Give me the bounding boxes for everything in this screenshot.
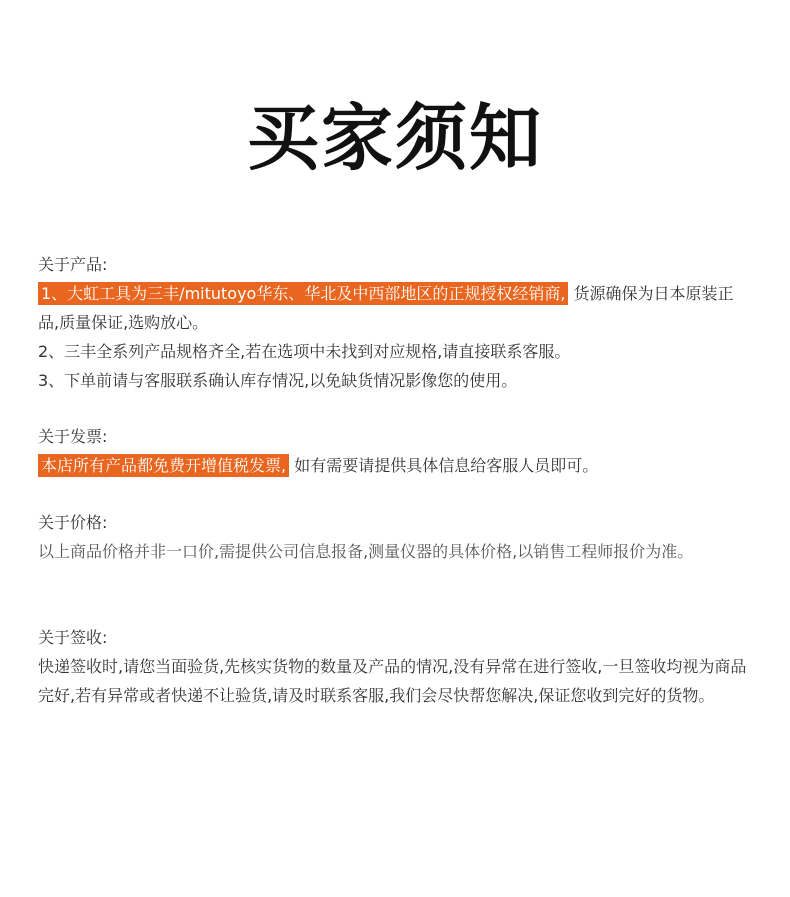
invoice-heading: 关于发票: [38,427,108,446]
page-title: 买家须知 [246,96,543,180]
product-item-3: 3、下单前请与客服联系确认库存情况,以免缺货情况影像您的使用。 [38,371,518,390]
sign-heading: 关于签收: [38,628,108,647]
invoice-rest: 如有需要请提供具体信息给客服人员即可。 [294,456,599,475]
product-item-1 [38,279,750,337]
product-section [38,250,750,395]
invoice-text [38,451,750,480]
product-heading: 关于产品: [38,255,108,274]
authorized-dealer-highlight: 1、大虹工具为三丰/mitutoyo华东、华北及中西部地区的正规授权经销商, [38,282,568,305]
invoice-section [38,422,750,480]
sign-section [38,623,750,710]
free-invoice-highlight: 本店所有产品都免费开增值税发票, [38,454,289,477]
product-item-2: 2、三丰全系列产品规格齐全,若在选项中未找到对应规格,请直接联系客服。 [38,342,571,361]
product-item-1-rest: 货源确保为日本原装正品,质量保证,选购放心。 [38,284,734,332]
sign-text: 快递签收时,请您当面验货,先核实货物的数量及产品的情况,没有异常在进行签收,一旦签收均视为商品完好,若有异常或者快递不让验货,请及时联系客服,我们会尽快帮您解决,保证您收到完好的货物。 [38,657,747,705]
price-section [38,508,750,566]
price-heading: 关于价格: [38,513,108,532]
price-text: 以上商品价格并非一口价,需提供公司信息报备,测量仪器的具体价格,以销售工程师报价为准。 [38,542,694,561]
